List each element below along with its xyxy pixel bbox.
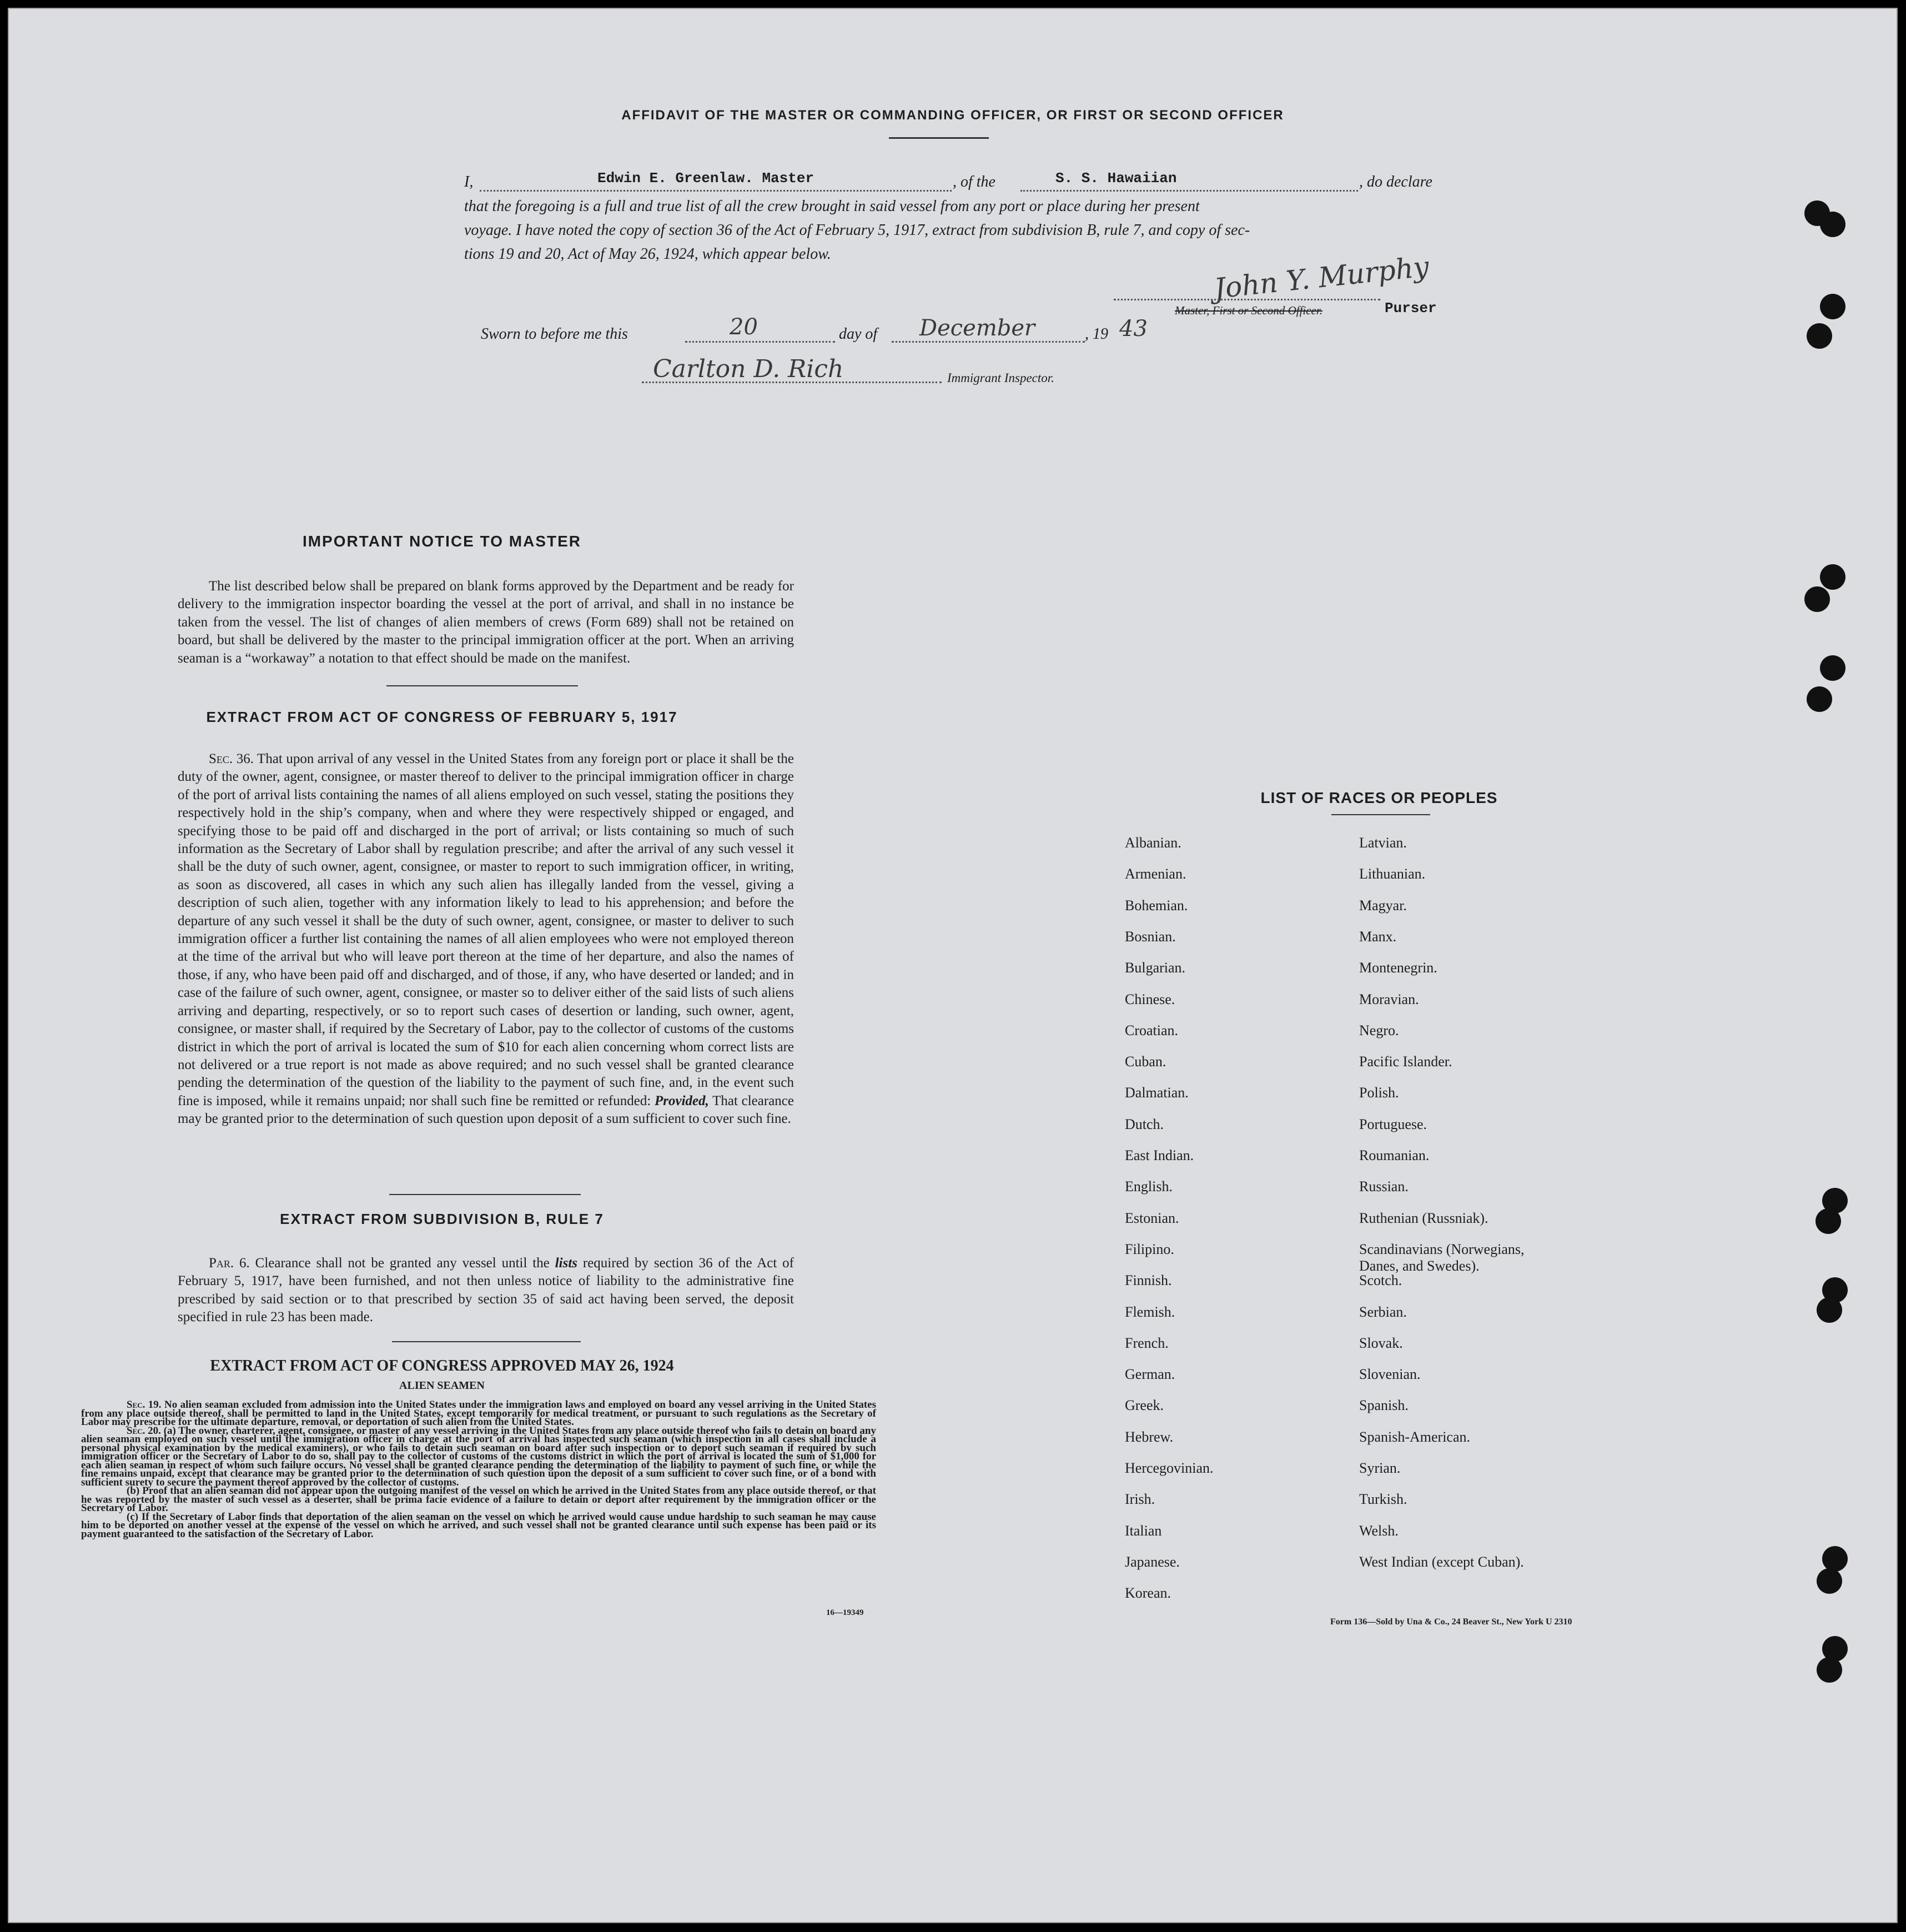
punch-hole xyxy=(1817,1297,1842,1323)
section-19-text: No alien seaman excluded from admission into the United States under the immigration laws and employed on board any vessel arriving in the United States from any place outside thereof, shall be permitted to land in the United States, except temporarily for medical treatment, or pursuant to such regulations as the Secretary of Labor may prescribe for the ultimate departure, removal, or deportation of such alien from the United States. xyxy=(81,1399,876,1428)
race-item: Syrian. xyxy=(1359,1460,1401,1476)
extract-1924-text: Sec. 19. No alien seaman excluded from admission into the United States under the immigration laws and employed on board any vessel arriving in the United States from any place outside thereof, shall be permitted to land in the United States, except temporarily for medical treatment, or pursuant to such regulations as the Secretary of Labor may prescribe for the ultimate departure, removal, or deportation of such alien from the United States. Sec. 20. (a) The owner, charterer, agent, consignee, or master of any vessel arriving in the United States from any place outside thereof who fails to detain on board any alien seaman employed on such vessel until the immigration officer in charge at the port of arrival has inspected such seaman (which inspection in all cases shall include a personal physical examination by the medical examiners), or who fails to detain such seaman on board after such inspection or to deport such seaman if required by such immigration officer or the Secretary of Labor to do so, shall pay to the collector of customs of the customs district in which the port of arrival is located the sum of $1,000 for each alien seaman in respect of whom such failure occurs. No vessel shall be granted clearance pending the determination of the liability to payment of such fine, or while the fine remains unpaid, except that clearance may be granted prior to the determination of such question upon the deposit of a sum sufficient to cover such fine, or of a bond with sufficient surety to secure the payment thereof approved by the collector of customs. (b) Proof that an alien seaman did not appear upon the outgoing manifest of the vessel on which he arrived in the United States from any place outside thereof, or that he was reported by the master of such vessel as a deserter, shall be prima facie evidence of a failure to detain or deport after requirement by the immigration officer or the Secretary of Labor. (c) If the Secretary of Labor finds that deportation of the alien seaman on the vessel on which he arrived would cause undue hardship to such seaman he may cause him to be deported on another vessel at the expense of the vessel on which he arrived, and such vessel shall not be granted clearance until such expense has been paid or its payment guaranteed to the satisfaction of the Secretary of Labor. xyxy=(81,1399,876,1540)
race-item: French. xyxy=(1125,1334,1169,1351)
race-item: Russian. xyxy=(1359,1178,1409,1195)
race-item: Bohemian. xyxy=(1125,897,1188,914)
race-item: Pacific Islander. xyxy=(1359,1053,1452,1070)
notice-text: The list described below shall be prepared on blank forms approved by the Department and be ready for delivery to the immigration inspector boarding the vessel at the port of arrival, and shall in no instance be taken from the vessel. The list of changes of alien members of crews (Form 689) shall not be retained on board, but shall be delivered by the master to the principal immigration officer at the port. When an arriving seaman is a “workaway” a notation to that effect should be made on the manifest. xyxy=(178,579,794,666)
race-item: Welsh. xyxy=(1359,1522,1399,1539)
race-item: Estonian. xyxy=(1125,1210,1179,1226)
race-item: Scotch. xyxy=(1359,1272,1402,1289)
punch-hole xyxy=(1820,212,1845,237)
race-item: Greek. xyxy=(1125,1397,1164,1414)
race-item: Dutch. xyxy=(1125,1116,1164,1132)
affidavit-line-3: voyage. I have noted the copy of section 36 of the Act of February 5, 1917, extract from subdivision B, rule 7, and copy of sec- xyxy=(464,222,1250,239)
officer-signature: John Y. Murphy xyxy=(1213,250,1431,305)
race-item: Portuguese. xyxy=(1359,1116,1427,1132)
punch-hole xyxy=(1816,1208,1841,1234)
affidavit-line-4: tions 19 and 20, Act of May 26, 1924, which appear below. xyxy=(464,245,831,263)
paragraph-6-label: Par. 6. xyxy=(209,1256,250,1271)
race-item: Latvian. xyxy=(1359,835,1407,851)
race-item: Flemish. xyxy=(1125,1303,1175,1320)
race-item: West Indian (except Cuban). xyxy=(1359,1553,1524,1570)
do-declare-text: , do declare xyxy=(1359,173,1432,190)
race-item: Magyar. xyxy=(1359,897,1407,914)
race-item: East Indian. xyxy=(1125,1147,1194,1163)
sworn-day-field: 20 xyxy=(730,314,758,340)
vessel-field-line xyxy=(1020,190,1358,192)
affidavit-pronoun: I, xyxy=(464,173,474,190)
race-item: Montenegrin. xyxy=(1359,960,1437,976)
punch-hole xyxy=(1807,323,1832,349)
inspector-signature-line xyxy=(642,382,942,383)
lists-word: lists xyxy=(555,1256,578,1271)
races-rule xyxy=(1331,814,1430,815)
form-note: Form 136—Sold by Una & Co., 24 Beaver St., New York U 2310 xyxy=(1330,1617,1572,1627)
provided-word: Provided, xyxy=(655,1093,709,1108)
day-field-line xyxy=(685,341,835,343)
race-item: Serbian. xyxy=(1359,1303,1407,1320)
punch-hole xyxy=(1807,686,1832,712)
vessel-name-field: S. S. Hawaiian xyxy=(1055,170,1177,187)
race-item: Armenian. xyxy=(1125,866,1186,882)
notice-title: IMPORTANT NOTICE TO MASTER xyxy=(302,533,582,550)
race-item: Polish. xyxy=(1359,1085,1399,1101)
race-item: Turkish. xyxy=(1359,1491,1407,1508)
officer-title-label: Master, First or Second Officer. xyxy=(1175,304,1322,317)
inspector-signature: Carlton D. Rich xyxy=(653,355,844,383)
title-rule xyxy=(889,137,989,139)
extract-1924-title: EXTRACT FROM ACT OF CONGRESS APPROVED MAY 26, 1924 xyxy=(210,1357,674,1374)
extract-1917-rule xyxy=(389,1194,581,1195)
officer-signature-line xyxy=(1114,299,1380,300)
master-name-field: Edwin E. Greenlaw. Master xyxy=(597,170,814,187)
race-item: Manx. xyxy=(1359,928,1397,945)
extract-1917-text: Sec. 36. That upon arrival of any vessel in the United States from any foreign port or place it shall be the duty of the owner, agent, consignee, or master thereof to deliver to the principal immigration officer in charge of the port of arrival lists containing the names of all aliens employed on such vessel, stating the positions they respectively hold in the ship’s company, when and where they were respectively shipped or engaged, and specifying those to be paid off and discharged in the port of arrival; or lists containing so much of such information as the Secretary of Labor shall by regulation prescribe; and after the arrival of any such vessel it shall be the duty of such owner, agent, consignee, or master to report to such immigration officer, in writing, as soon as discovered, all cases in which any such alien has illegally landed from the vessel, giving a description of such alien, together with any information likely to lead to his apprehension; and before the departure of any such vessel it shall be the duty of such owner, agent, consignee, or master to deliver to such immigration officer a further list containing the names of all alien employees who were not employed thereon at the time of the arrival but who will leave port thereon at the time of her departure, and also the names of those, if any, who have been paid off and discharged, and of those, if any, who have deserted or landed; and in case of the failure of such owner, agent, consignee, or master so to deliver either of the said lists of such aliens arriving and departing, respectively, or so to report such cases of desertion or landing, such owner, agent, consignee, or master shall, if required by the Secretary of Labor, pay to the collector of customs of the customs district in which the port of arrival is located the sum of $10 for each alien concerning whom correct lists are not delivered or a true report is not made as above required; and no such vessel shall be granted clearance pending the determination of the question of the liability to the payment of such fine, and, in the event such fine is imposed, while it remains unpaid; nor shall such fine be remitted or refunded: Provided, That clearance may be granted prior to the determination of such question upon deposit of a sum sufficient to cover such fine. xyxy=(178,751,794,1127)
race-item: Italian xyxy=(1125,1522,1162,1539)
sworn-prefix: Sworn to before me this xyxy=(481,325,628,343)
race-item: English. xyxy=(1125,1178,1173,1195)
officer-title-typed: Purser xyxy=(1385,300,1437,317)
race-item: Slovak. xyxy=(1359,1334,1403,1351)
race-item: Negro. xyxy=(1359,1022,1399,1038)
race-item: Croatian. xyxy=(1125,1022,1179,1038)
extract-1917-title: EXTRACT FROM ACT OF CONGRESS OF FEBRUARY 5, 1917 xyxy=(206,709,678,725)
race-item: Bulgarian. xyxy=(1125,960,1186,976)
race-item: Lithuanian. xyxy=(1359,866,1426,882)
of-the-text: , of the xyxy=(953,173,995,190)
rule-7-rule xyxy=(392,1341,581,1342)
section-20a-text: (a) The owner, charterer, agent, consignee, or master of any vessel arriving in the United States from any place outside thereof who fails to detain on board any alien seaman employed on such vessel until the immigration officer in charge at the port of arrival has inspected such seaman (which inspection in all cases shall include a personal physical examination by the medical examiners), or who fails to detain such seaman on board after such inspection or to deport such seaman if required by such immigration officer or the Secretary of Labor to do so, shall pay to the collector of customs of the customs district in which the port of arrival is located the sum of $1,000 for each alien seaman in respect of whom such failure occurs. No vessel shall be granted clearance pending the determination of the liability to payment of such fine, or while the fine remains unpaid, except that clearance may be granted prior to the determination of such question upon the deposit of a sum sufficient to cover such fine, or of a bond with sufficient surety to secure the payment thereof approved by the collector of customs. xyxy=(81,1424,876,1488)
name-field-line xyxy=(480,190,952,192)
rule-7-title: EXTRACT FROM SUBDIVISION B, RULE 7 xyxy=(280,1211,604,1227)
punch-hole xyxy=(1817,1657,1842,1683)
race-item: Moravian. xyxy=(1359,991,1419,1007)
race-item: Hercegovinian. xyxy=(1125,1460,1214,1476)
affidavit-line-2: that the foregoing is a full and true list of all the crew brought in said vessel from any port or place during her present xyxy=(464,198,1200,215)
race-item: Ruthenian (Russniak). xyxy=(1359,1210,1488,1226)
punch-hole xyxy=(1822,1546,1848,1572)
day-of-text: day of xyxy=(839,325,878,343)
rule-7-text: Par. 6. Clearance shall not be granted any vessel until the lists required by section 36 of the Act of February 5, 1917, have been furnished, and not then unless notice of liability to the administrative fine prescribed by said section or to that prescribed by section 35 of said act having been served, the deposit specified in rule 23 has been made. xyxy=(178,1256,794,1325)
sworn-month-field: December xyxy=(919,315,1035,341)
document-page xyxy=(8,8,1898,1923)
race-item: Hebrew. xyxy=(1125,1428,1174,1445)
punch-hole xyxy=(1817,1568,1842,1594)
race-item: Spanish-American. xyxy=(1359,1428,1471,1445)
punch-hole xyxy=(1820,564,1845,590)
punch-hole xyxy=(1804,586,1830,612)
race-item: Filipino. xyxy=(1125,1241,1174,1257)
race-item: Albanian. xyxy=(1125,835,1181,851)
print-code: 16—19349 xyxy=(826,1608,864,1617)
inspector-label: Immigrant Inspector. xyxy=(947,371,1054,385)
race-item: Dalmatian. xyxy=(1125,1085,1189,1101)
race-item: Scandinavians (Norwegians, xyxy=(1359,1241,1525,1257)
month-field-line xyxy=(892,341,1085,343)
race-item: Finnish. xyxy=(1125,1272,1172,1289)
race-item: Danes, and Swedes). xyxy=(1359,1257,1480,1274)
race-item: Chinese. xyxy=(1125,991,1175,1007)
section-20c-text: (c) If the Secretary of Labor finds that deportation of the alien seaman on the vessel on which he arrived would cause undue hardship to such seaman he may cause him to be deported on another vessel at the expense of the vessel on which he arrived, and such vessel shall not be granted clearance until such expense has been paid or its payment guaranteed to the satisfaction of the Secretary of Labor. xyxy=(81,1511,876,1540)
races-title: LIST OF RACES OR PEOPLES xyxy=(1260,789,1498,806)
section-20b-text: (b) Proof that an alien seaman did not appear upon the outgoing manifest of the vessel on which he arrived in the United States from any place outside thereof, or that he was reported by the master of such vessel as a deserter, shall be prima facie evidence of a failure to detain or deport after requirement by the immigration officer or the Secretary of Labor. xyxy=(81,1485,876,1514)
race-item: Japanese. xyxy=(1125,1553,1180,1570)
section-36-label: Sec. 36. xyxy=(209,751,254,766)
race-item: Bosnian. xyxy=(1125,928,1176,945)
race-item: German. xyxy=(1125,1366,1175,1383)
notice-rule xyxy=(386,685,578,686)
race-item: Cuban. xyxy=(1125,1053,1166,1070)
race-item: Korean. xyxy=(1125,1585,1171,1602)
punch-hole xyxy=(1820,294,1845,319)
affidavit-title: AFFIDAVIT OF THE MASTER OR COMMANDING OFFICER, OR FIRST OR SECOND OFFICER xyxy=(621,108,1284,123)
race-item: Spanish. xyxy=(1359,1397,1409,1414)
race-item: Irish. xyxy=(1125,1491,1155,1508)
race-item: Roumanian. xyxy=(1359,1147,1430,1163)
punch-hole xyxy=(1820,655,1845,681)
sworn-year-field: 43 xyxy=(1119,316,1148,342)
race-item: Slovenian. xyxy=(1359,1366,1421,1383)
year-prefix: , 19 xyxy=(1085,325,1108,343)
alien-seamen-subtitle: ALIEN SEAMEN xyxy=(399,1379,485,1392)
